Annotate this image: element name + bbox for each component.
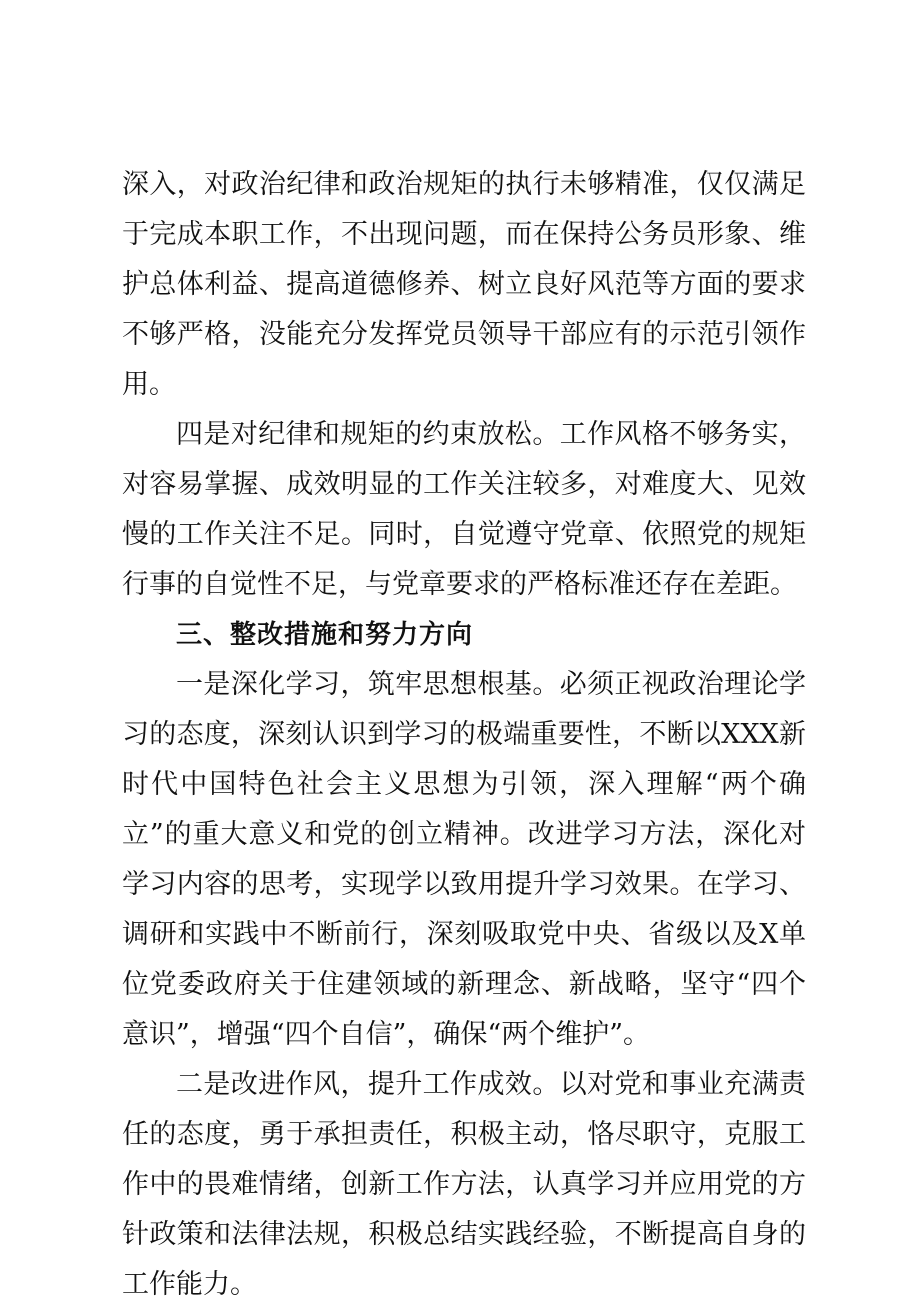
continuation-paragraph: 深入，对政治纪律和政治规矩的执行未够精准，仅仅满足于完成本职工作，不出现问题，而在保持公务员形象、维护总体利益、提高道德修养、树立良好风范等方面的要求不够严格，没能充分发挥党员领导干部应有的示范引领作用。 — [122, 169, 806, 400]
paragraph-improve-style: 二是改进作风，提升工作成效。以对党和事业充满责任的态度，勇于承担责任，积极主动，恪尽职守，克服工作中的畏难情绪，创新工作方法，认真学习并应用党的方针政策和法律法规，积极总结实践经验，不断提高自身的工作能力。 — [122, 1069, 806, 1300]
section-heading: 三、整改措施和努力方向 — [176, 620, 474, 650]
document-body — [122, 160, 806, 1310]
paragraph-deepen-study: 一是深化学习，筑牢思想根基。必须正视政治理论学习的态度，深刻认识到学习的极端重要性，不断以XXX新时代中国特色社会主义思想为引领，深入理解“两个确立”的重大意义和党的创立精神。改进学习方法，深化对学习内容的思考，实现学以致用提升学习效果。在学习、调研和实践中不断前行，深刻吸取党中央、省级以及X单位党委政府关于住建领域的新理念、新战略，坚守“四个意识”，增强“四个自信”，确保“两个维护”。 — [122, 669, 806, 1050]
paragraph-discipline: 四是对纪律和规矩的约束放松。工作风格不够务实，对容易掌握、成效明显的工作关注较多，对难度大、见效慢的工作关注不足。同时，自觉遵守党章、依照党的规矩行事的自觉性不足，与党章要求的严格标准还存在差距。 — [122, 419, 806, 600]
